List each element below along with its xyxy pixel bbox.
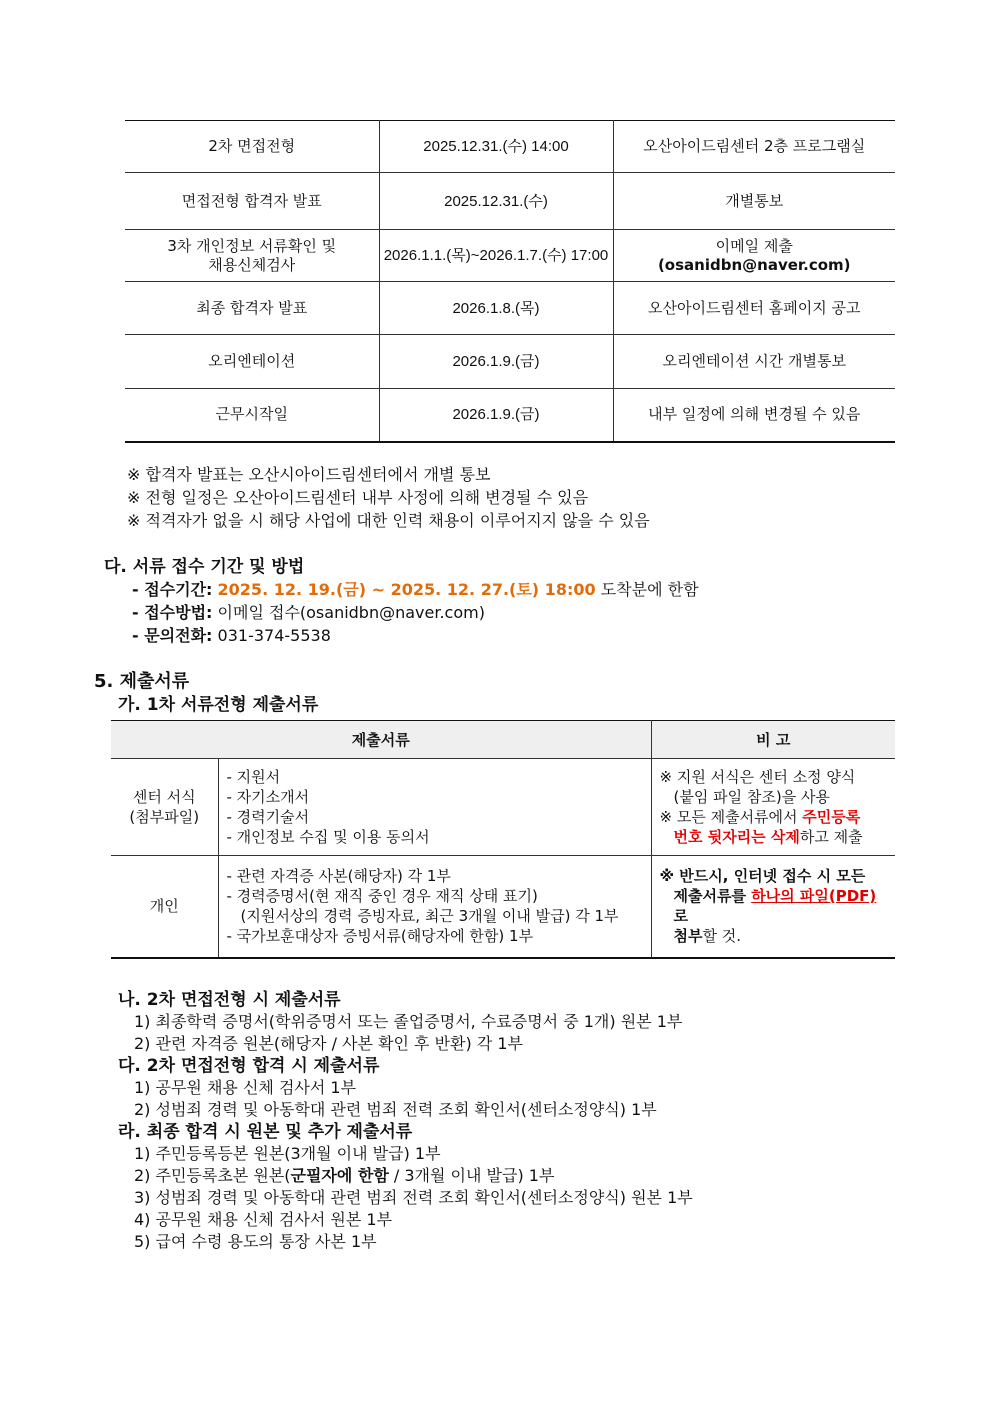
place-cell: 개별통보 bbox=[613, 173, 895, 230]
header-remarks: 비 고 bbox=[651, 721, 895, 759]
reception-method bbox=[132, 602, 485, 624]
remark-line: ※ 반드시, 인터넷 접수 시 모든 bbox=[659, 867, 866, 886]
remark-line bbox=[660, 807, 888, 827]
list-item: 1) 최종학력 증명서(학위증명서 또는 졸업증명서, 수료증명서 중 1개) 원본 1부 bbox=[134, 1012, 683, 1031]
remark-text: 제출서류를 bbox=[673, 887, 752, 906]
remark-line: (붙임 파일 참조)을 사용 bbox=[673, 788, 830, 806]
category-line: 센터 서식 bbox=[132, 788, 196, 806]
items-cell bbox=[218, 759, 651, 856]
table-row bbox=[111, 856, 895, 958]
list-item bbox=[134, 1165, 554, 1187]
category-line: (첨부파일) bbox=[129, 808, 200, 826]
remark-text: ※ 모든 제출서류에서 bbox=[659, 808, 803, 826]
table-row bbox=[125, 389, 895, 442]
schedule-table bbox=[125, 120, 895, 443]
remark-line bbox=[660, 926, 888, 946]
list-item: 5) 급여 수령 용도의 통장 사본 1부 bbox=[134, 1232, 377, 1251]
method-value: 이메일 접수(osanidbn@naver.com) bbox=[217, 603, 485, 622]
remark-line bbox=[660, 886, 888, 926]
list-item: 4) 공무원 채용 신체 검사서 원본 1부 bbox=[134, 1210, 393, 1229]
list-item: - 경력기술서 bbox=[226, 808, 310, 826]
list-item: - 지원서 bbox=[226, 768, 281, 786]
stage-line: 채용신체검사 bbox=[208, 255, 296, 274]
list-item-emphasis: 군필자에 한함 bbox=[290, 1166, 389, 1185]
date-cell: 2026.1.9.(금) bbox=[379, 389, 613, 442]
subsection-heading: 다. 2차 면접전형 합격 시 제출서류 bbox=[118, 1056, 380, 1076]
reception-period bbox=[132, 579, 699, 601]
table-row bbox=[125, 335, 895, 389]
table-row bbox=[111, 759, 895, 856]
stage-line: 3차 개인정보 서류확인 및 bbox=[167, 236, 337, 255]
period-value: 2025. 12. 19.(금) ~ 2025. 12. 27.(토) 18:00 bbox=[217, 580, 596, 599]
list-item: (지원서상의 경력 증빙자료, 최근 3개월 이내 발급) 각 1부 bbox=[240, 907, 619, 926]
remark-text: 로 bbox=[673, 907, 688, 926]
remark-line bbox=[660, 827, 888, 847]
remark-text: 할 것. bbox=[702, 927, 742, 946]
date-cell: 2025.12.31.(수) bbox=[379, 173, 613, 230]
place-cell: 오산아이드림센터 2층 프로그램실 bbox=[613, 121, 895, 173]
list-item: - 국가보훈대상자 증빙서류(해당자에 한함) 1부 bbox=[226, 927, 534, 946]
table-header-row bbox=[111, 721, 895, 759]
note-line: ※ 합격자 발표는 오산시아이드림센터에서 개별 통보 bbox=[127, 465, 491, 484]
place-cell: 오산아이드림센터 홈페이지 공고 bbox=[613, 282, 895, 335]
remark-line: ※ 지원 서식은 센터 소정 양식 bbox=[659, 768, 856, 786]
stage-cell bbox=[125, 230, 379, 282]
list-item: 2) 관련 자격증 원본(해당자 / 사본 확인 후 반환) 각 1부 bbox=[134, 1034, 524, 1053]
documents-table bbox=[111, 720, 895, 959]
reception-phone bbox=[132, 625, 331, 647]
subsection-heading: 나. 2차 면접전형 시 제출서류 bbox=[118, 990, 341, 1010]
category-cell: 개인 bbox=[111, 856, 218, 958]
place-cell bbox=[613, 230, 895, 282]
date-cell: 2026.1.8.(목) bbox=[379, 282, 613, 335]
list-item: - 개인정보 수집 및 이용 동의서 bbox=[226, 828, 430, 846]
list-item: 2) 성범죄 경력 및 아동학대 관련 범죄 전력 조회 확인서(센터소정양식) 1부 bbox=[134, 1100, 657, 1119]
email-text: (osanidbn@naver.com) bbox=[657, 255, 851, 274]
stage-cell: 최종 합격자 발표 bbox=[125, 282, 379, 335]
list-item: - 경력증명서(현 재직 중인 경우 재직 상태 표기) bbox=[226, 887, 538, 906]
period-suffix: 도착분에 한함 bbox=[600, 580, 699, 599]
list-item: - 관련 자격증 사본(해당자) 각 1부 bbox=[226, 867, 451, 886]
table-row bbox=[125, 173, 895, 230]
list-item: 3) 성범죄 경력 및 아동학대 관련 범죄 전력 조회 확인서(센터소정양식) 원본 1부 bbox=[134, 1188, 693, 1207]
stage-cell: 2차 면접전형 bbox=[125, 121, 379, 173]
remarks-cell bbox=[651, 759, 895, 856]
place-line: 이메일 제출 bbox=[715, 236, 793, 255]
note-line: ※ 전형 일정은 오산아이드림센터 내부 사정에 의해 변경될 수 있음 bbox=[127, 488, 589, 507]
phone-label: - 문의전화: bbox=[132, 626, 213, 645]
category-cell bbox=[111, 759, 218, 856]
list-item: 1) 주민등록등본 원본(3개월 이내 발급) 1부 bbox=[134, 1144, 441, 1163]
remark-highlight: 번호 뒷자리는 삭제 bbox=[673, 828, 800, 846]
table-row bbox=[125, 230, 895, 282]
period-label: - 접수기간: bbox=[132, 580, 213, 599]
date-cell: 2026.1.1.(목)~2026.1.7.(수) 17:00 bbox=[379, 230, 613, 282]
date-cell: 2025.12.31.(수) 14:00 bbox=[379, 121, 613, 173]
reception-heading: 다. 서류 접수 기간 및 방법 bbox=[104, 557, 305, 577]
stage-cell: 오리엔테이션 bbox=[125, 335, 379, 389]
list-item-text: / 3개월 이내 발급) 1부 bbox=[388, 1166, 555, 1185]
place-cell: 오리엔테이션 시간 개별통보 bbox=[613, 335, 895, 389]
remark-highlight: 주민등록 bbox=[802, 808, 861, 826]
stage-cell: 근무시작일 bbox=[125, 389, 379, 442]
date-cell: 2026.1.9.(금) bbox=[379, 335, 613, 389]
subsection-heading: 가. 1차 서류전형 제출서류 bbox=[118, 695, 319, 715]
place-cell: 내부 일정에 의해 변경될 수 있음 bbox=[613, 389, 895, 442]
subsection-heading: 라. 최종 합격 시 원본 및 추가 제출서류 bbox=[118, 1122, 413, 1142]
table-row bbox=[125, 282, 895, 335]
list-item-text: 2) 주민등록초본 원본( bbox=[134, 1166, 291, 1185]
table-row bbox=[125, 121, 895, 173]
header-documents: 제출서류 bbox=[111, 721, 651, 759]
remark-text: 하고 제출 bbox=[799, 828, 863, 846]
section-title: 5. 제출서류 bbox=[94, 671, 190, 692]
method-label: - 접수방법: bbox=[132, 603, 213, 622]
list-item: - 자기소개서 bbox=[226, 788, 310, 806]
stage-cell: 면접전형 합격자 발표 bbox=[125, 173, 379, 230]
remarks-cell bbox=[651, 856, 895, 958]
items-cell bbox=[218, 856, 651, 958]
remark-highlight: 하나의 파일(PDF) bbox=[751, 887, 877, 906]
note-line: ※ 적격자가 없을 시 해당 사업에 대한 인력 채용이 이루어지지 않을 수 있음 bbox=[127, 511, 650, 530]
remark-text: 첨부 bbox=[673, 927, 703, 946]
list-item: 1) 공무원 채용 신체 검사서 1부 bbox=[134, 1078, 357, 1097]
phone-value: 031-374-5538 bbox=[217, 626, 331, 645]
